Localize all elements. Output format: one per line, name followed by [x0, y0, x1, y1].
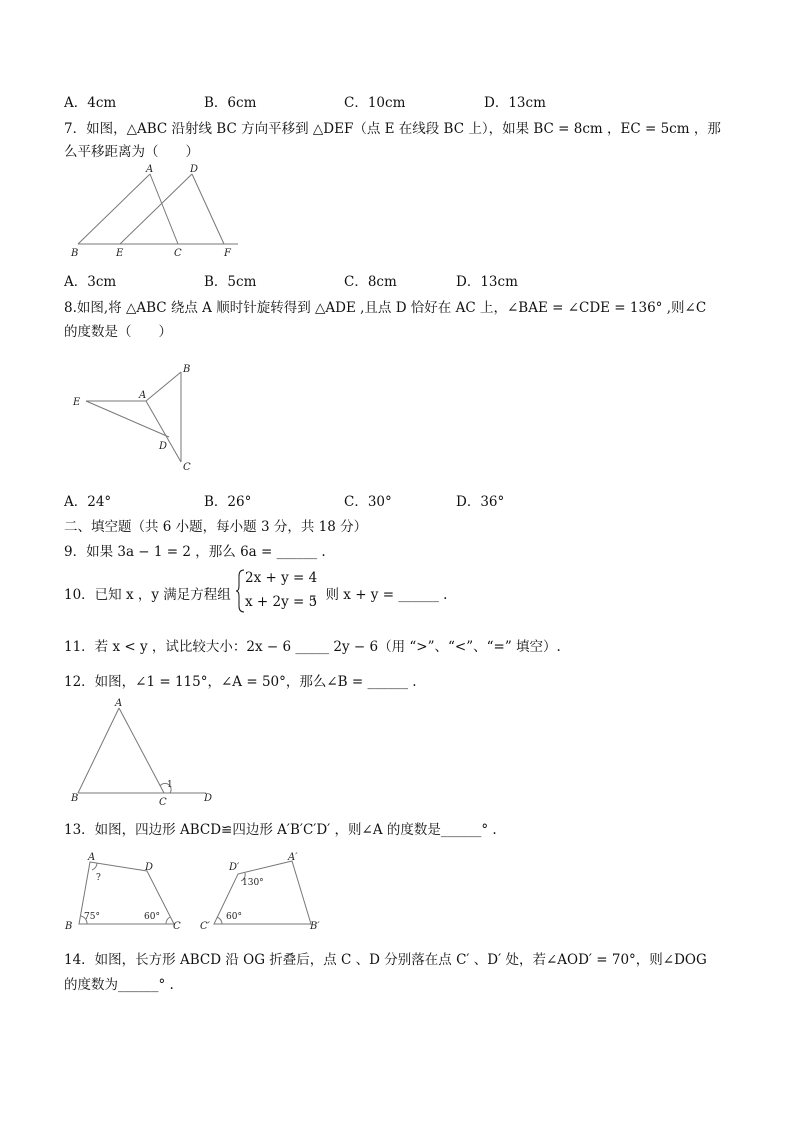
q7-text-line2: 么平移距离为（ ） [64, 144, 199, 160]
q7-option-c: C．8cm [344, 274, 397, 290]
q8-option-a: A．24° [64, 494, 112, 510]
q14-text-line1: 14．如图，长方形 ABCD 沿 OG 折叠后，点 C 、D 分别落在点 C′ 、D′ 处，若∠AOD′ = 70°，则∠DOG [64, 952, 707, 968]
q7-label-f: F [224, 248, 231, 259]
q13-figure-abcd [62, 850, 184, 932]
q13-fig1-angle-c-value: 60° [144, 912, 160, 922]
q12-label-d: D [204, 793, 213, 804]
q13-fig1-label-a: A [88, 852, 96, 863]
q13-fig2-angle-d-value: 130° [242, 878, 264, 888]
q7-label-b: B [71, 248, 79, 259]
q12-figure [66, 696, 226, 806]
q12-label-a: A [115, 698, 123, 709]
q13-fig1-label-b: B [65, 921, 73, 932]
q8-text-line2: 的度数是（ ） [64, 324, 172, 340]
q12-segment-ab [78, 708, 119, 793]
q13-figure-abcd-prime [196, 850, 326, 932]
q7-text-line1: 7．如图，△ABC 沿射线 BC 方向平移到 △DEF（点 E 在线段 BC 上），如果 BC = 8cm ，EC = 5cm ，那 [64, 121, 721, 137]
q7-segment-df [192, 174, 224, 244]
q13-fig1-label-c: C [173, 921, 181, 932]
q12-segment-ac [119, 708, 164, 793]
q7-segment-de [120, 174, 192, 244]
q7-segment-ac [150, 174, 178, 244]
q8-option-b: B．26° [204, 494, 252, 510]
q11-text: 11．若 x < y ，试比较大小：2x − 6 _____ 2y − 6（用 “>”、“<”、“=” 填空）. [64, 639, 561, 655]
q14-text-line2: 的度数为______° . [64, 977, 174, 993]
q12-label-c: C [159, 797, 167, 806]
q13-fig2-label-a: A′ [288, 852, 298, 863]
q10-equation-1: 2x + y = 4 [245, 570, 318, 586]
q10-prefix: 10．已知 x ，y 满足方程组 [64, 587, 231, 603]
q7-label-e: E [116, 248, 124, 259]
q6-option-c: C．10cm [344, 95, 406, 111]
q13-fig2-label-b: B′ [310, 921, 320, 932]
q9-text: 9．如果 3a − 1 = 2 ，那么 6a = ______ . [64, 544, 326, 560]
q8-text-line1: 8.如图,将 △ABC 绕点 A 顺时针旋转得到 △ADE ,且点 D 恰好在 AC 上，∠BAE = ∠CDE = 136° ,则∠C [64, 300, 707, 316]
q8-label-d: D [159, 441, 168, 452]
q12-label-angle-1: 1 [167, 780, 173, 790]
q7-label-a: A [146, 164, 154, 175]
q8-label-c: C [183, 462, 191, 473]
q10-equation-2: x + 2y = 5 [245, 594, 318, 610]
q13-angle-c-prime-arc [217, 917, 222, 924]
q7-label-d: D [190, 164, 199, 175]
q8-option-d: D．36° [456, 494, 505, 510]
q6-option-d: D．13cm [484, 95, 546, 111]
q8-label-b: B [183, 364, 191, 375]
q13-fig1-angle-a-unknown: ? [96, 873, 101, 883]
q13-angle-c-arc [166, 917, 170, 924]
q7-option-d: D．13cm [456, 274, 518, 290]
q8-option-c: C．30° [344, 494, 392, 510]
q6-option-a: A．4cm [64, 95, 117, 111]
q7-segment-ab [78, 174, 150, 244]
q8-figure [66, 358, 206, 478]
q13-fig2-label-c: C′ [200, 921, 210, 932]
q10-suffix: ，则 x + y = ______ . [312, 587, 448, 603]
q8-label-a: A [139, 390, 147, 401]
q8-segment-ab [146, 372, 181, 401]
q13-fig2-angle-c-value: 60° [226, 912, 242, 922]
q13-angle-a-arc [92, 863, 97, 870]
q8-segment-ac [146, 401, 181, 462]
q7-option-a: A．3cm [64, 274, 117, 290]
q7-label-c: C [174, 248, 182, 259]
q13-fig1-angle-b-value: 75° [84, 912, 100, 922]
q6-option-b: B．6cm [204, 95, 257, 111]
q13-fig2-label-d: D′ [229, 862, 240, 873]
q7-option-b: B．5cm [204, 274, 257, 290]
q8-label-e: E [73, 397, 81, 408]
section-2-heading: 二、填空题（共 6 小题，每小题 3 分，共 18 分） [64, 519, 368, 535]
q12-label-b: B [71, 793, 79, 804]
q13-fig1-label-d: D [145, 862, 154, 873]
q12-text: 12．如图，∠1 = 115°，∠A = 50°，那么∠B = ______ . [64, 674, 417, 690]
q7-figure [66, 162, 246, 262]
q13-text: 13．如图，四边形 ABCD≌四边形 A′B′C′D′ ，则∠A 的度数是______° . [64, 822, 497, 838]
